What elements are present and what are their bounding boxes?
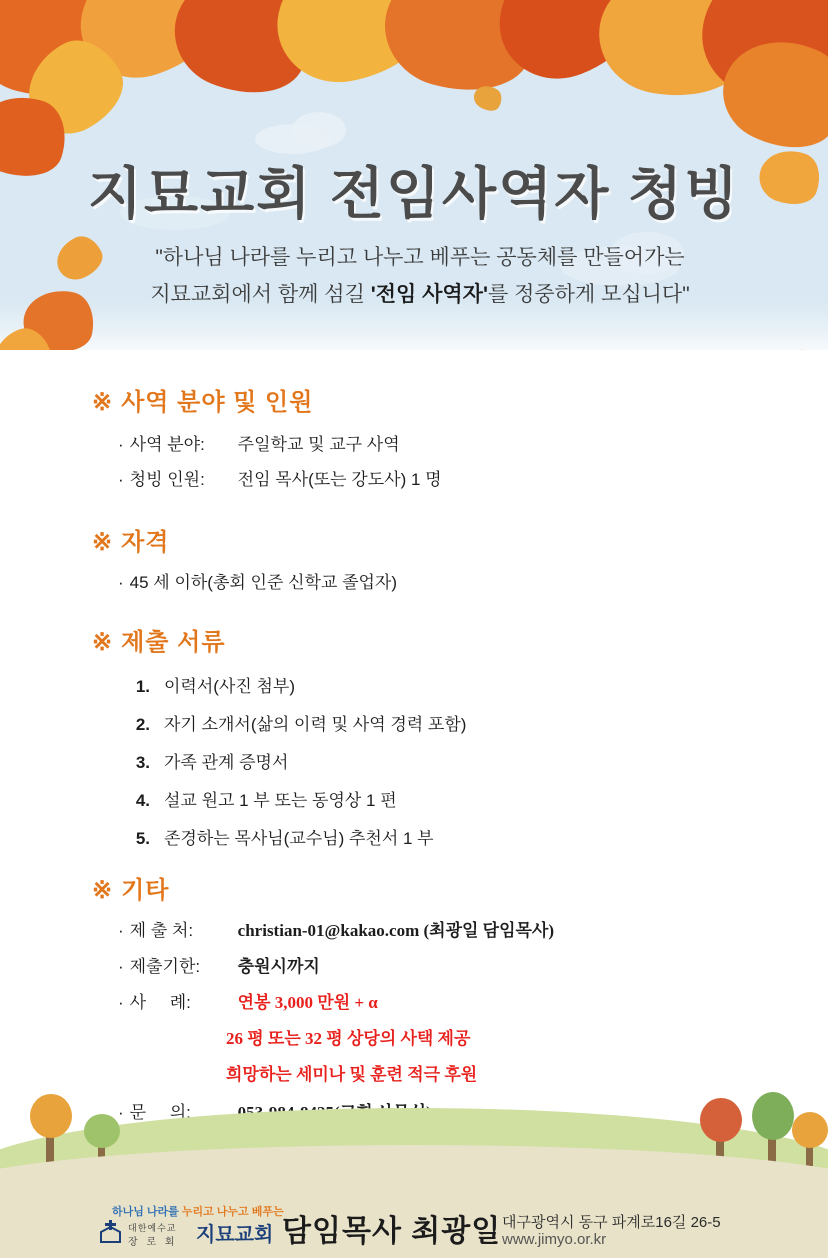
section-heading-text: 자격 bbox=[121, 529, 170, 556]
tree-foliage bbox=[30, 1094, 72, 1138]
footer-church-name: 지묘교회 bbox=[196, 1224, 274, 1246]
document-item bbox=[118, 748, 288, 773]
footer-slogan bbox=[112, 1203, 284, 1219]
document-item-number: 1. bbox=[135, 677, 150, 696]
bullet-icon: · bbox=[118, 470, 124, 489]
document-item bbox=[118, 710, 466, 735]
document-item-number: 4. bbox=[135, 791, 150, 810]
section-heading-documents bbox=[92, 622, 226, 657]
document-item bbox=[118, 824, 434, 849]
submit-email-value: christian-01@kakao.com (최광일 담임목사) bbox=[237, 921, 555, 940]
ministry-field-value: 주일학교 및 교구 사역 bbox=[237, 435, 400, 454]
section-heading-text: 기타 bbox=[121, 877, 170, 904]
contact-label: 문 의: bbox=[129, 1103, 191, 1122]
footer-pastor-name: 담임목사 최광일 bbox=[282, 1215, 502, 1248]
footer-slogan-b: 누리고 나누고 베푸는 bbox=[181, 1206, 284, 1218]
bullet-icon: · bbox=[118, 957, 124, 976]
document-item-text: 가족 관계 증명서 bbox=[164, 753, 289, 772]
document-item-number: 2. bbox=[135, 715, 150, 734]
footer-slogan-a: 하나님 나라를 bbox=[112, 1206, 182, 1218]
bullet-icon: · bbox=[118, 921, 124, 940]
deadline-value: 충원시까지 bbox=[237, 957, 320, 976]
church-logo-icon bbox=[98, 1218, 124, 1244]
ministry-count-value: 전임 목사(또는 강도사) 1 명 bbox=[237, 470, 442, 489]
bullet-icon: · bbox=[118, 573, 124, 592]
section-mark-icon: ※ bbox=[92, 529, 114, 556]
compensation-training-row bbox=[226, 1060, 477, 1085]
document-item-number: 3. bbox=[135, 753, 150, 772]
subtitle-line-2-c: 를 정중하게 모십니다" bbox=[487, 282, 690, 306]
bullet-icon: · bbox=[118, 993, 124, 1012]
compensation-value-housing: 26 평 또는 32 평 상당의 사택 제공 bbox=[226, 1029, 471, 1048]
footer-address: 대구광역시 동구 파계로16길 26-5 bbox=[502, 1214, 721, 1231]
section-mark-icon: ※ bbox=[92, 629, 114, 656]
tree-foliage bbox=[752, 1092, 794, 1140]
section-mark-icon: ※ bbox=[92, 389, 114, 416]
subtitle-line-2 bbox=[70, 277, 770, 314]
document-item-text: 자기 소개서(삶의 이력 및 사역 경력 포함) bbox=[164, 715, 467, 734]
ministry-count-row bbox=[118, 465, 442, 490]
qualification-row bbox=[118, 568, 397, 593]
content-area bbox=[0, 350, 828, 1122]
cloud-decor bbox=[292, 112, 346, 148]
footer-website[interactable]: www.jimyo.or.kr bbox=[502, 1231, 607, 1248]
bullet-icon: · bbox=[118, 1103, 124, 1122]
document-item-text: 이력서(사진 첨부) bbox=[164, 677, 295, 696]
compensation-value-salary: 연봉 3,000 만원 + α bbox=[237, 993, 378, 1012]
qualification-text: 45 세 이하(총회 인준 신학교 졸업자) bbox=[129, 573, 398, 592]
compensation-housing-row bbox=[226, 1024, 470, 1049]
compensation-row bbox=[118, 988, 378, 1013]
footer-denomination-line2: 장 로 회 bbox=[128, 1237, 178, 1248]
section-heading-etc bbox=[92, 870, 169, 905]
document-item-number: 5. bbox=[135, 829, 150, 848]
section-mark-icon: ※ bbox=[92, 877, 114, 904]
document-item bbox=[118, 672, 295, 697]
submit-email-row bbox=[118, 916, 554, 941]
section-heading-text: 사역 분야 및 인원 bbox=[121, 389, 314, 416]
subtitle-line-2-a: 지묘교회에서 함께 섬길 bbox=[150, 282, 371, 306]
document-item-text: 설교 원고 1 부 또는 동영상 1 편 bbox=[164, 791, 397, 810]
compensation-label: 사 례: bbox=[129, 993, 191, 1012]
tree-foliage bbox=[792, 1112, 828, 1148]
section-heading-text: 제출 서류 bbox=[121, 629, 226, 656]
subtitle bbox=[70, 240, 770, 314]
page-title: 지묘교회 전임사역자 청빙 bbox=[87, 162, 741, 225]
compensation-value-training: 희망하는 세미나 및 훈련 적극 후원 bbox=[226, 1065, 478, 1084]
deadline-row bbox=[118, 952, 320, 977]
section-heading-qualification bbox=[92, 522, 169, 557]
tree-foliage bbox=[700, 1098, 742, 1142]
section-heading-ministry bbox=[92, 382, 313, 417]
submit-email-label: 제 출 처: bbox=[129, 921, 194, 940]
tree-foliage bbox=[84, 1114, 120, 1148]
document-item bbox=[118, 786, 397, 811]
ministry-count-label: 청빙 인원: bbox=[129, 470, 205, 489]
subtitle-line-1: "하나님 나라를 누리고 나누고 베푸는 공동체를 만들어가는 bbox=[155, 246, 685, 269]
subtitle-emphasis: '전임 사역자' bbox=[370, 282, 488, 306]
bullet-icon: · bbox=[118, 435, 124, 454]
document-item-text: 존경하는 목사님(교수님) 추천서 1 부 bbox=[164, 829, 434, 848]
footer-denomination-line1: 대한예수교 bbox=[128, 1223, 177, 1233]
ministry-field-label: 사역 분야: bbox=[129, 435, 205, 454]
deadline-label: 제출기한: bbox=[129, 957, 201, 976]
ministry-field-row bbox=[118, 430, 400, 455]
